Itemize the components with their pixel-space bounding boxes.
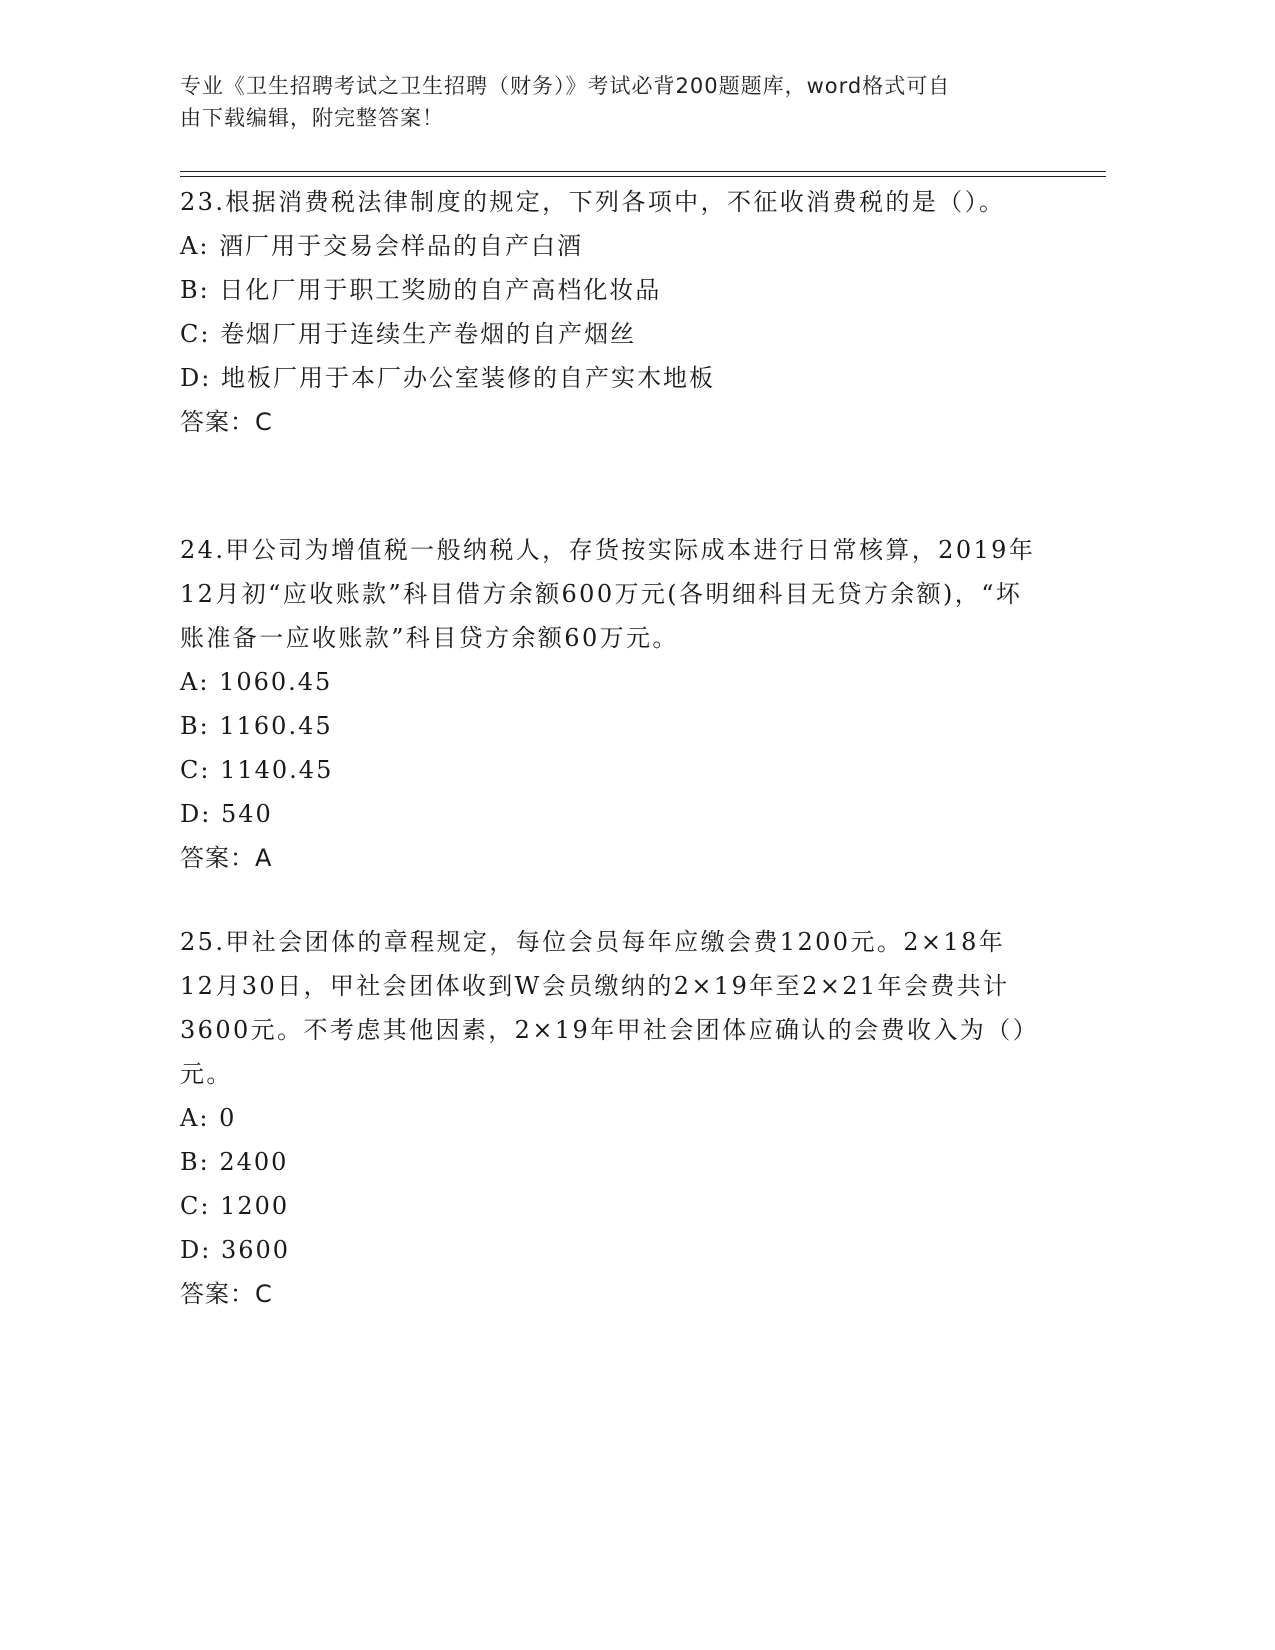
option-separator: : bbox=[199, 668, 220, 696]
answer-line: 答案：C bbox=[180, 408, 273, 436]
option-d bbox=[180, 1228, 1040, 1272]
question-25 bbox=[180, 920, 1040, 1316]
question-text: 甲公司为增值税一般纳税人，存货按实际成本进行日常核算，2019年12月初“应收账款”科目借方余额600万元(各明细科目无贷方余额)，“坏账准备一应收账款”科目贷方余额60万元。 bbox=[180, 536, 1036, 652]
option-separator: : bbox=[199, 1104, 220, 1132]
option-text: 地板厂用于本厂办公室装修的自产实木地板 bbox=[220, 364, 715, 392]
option-b bbox=[180, 704, 1040, 748]
option-separator: : bbox=[200, 320, 221, 348]
answer-line: 答案：C bbox=[180, 1280, 273, 1308]
document-header bbox=[180, 70, 1040, 134]
option-text: 日化厂用于职工奖励的自产高档化妆品 bbox=[219, 276, 662, 304]
option-key: D bbox=[180, 364, 202, 392]
option-d bbox=[180, 792, 1040, 836]
option-text: 酒厂用于交易会样品的自产白酒 bbox=[219, 232, 584, 260]
option-key: B bbox=[180, 1148, 200, 1176]
option-separator: : bbox=[200, 1192, 221, 1220]
option-key: B bbox=[180, 276, 200, 304]
question-text: 根据消费税法律制度的规定，下列各项中，不征收消费税的是（）。 bbox=[225, 188, 1006, 216]
question-text: 甲社会团体的章程规定，每位会员每年应缴会费1200元。2×18年12月30日，甲社会团体收到W会员缴纳的2×19年至2×21年会费共计3600元。不考虑其他因素，2×19年甲社会团体应确认的会费收入为（）元。 bbox=[180, 928, 1039, 1088]
question-23 bbox=[180, 180, 1040, 444]
option-text: 540 bbox=[220, 800, 273, 828]
option-text: 1140.45 bbox=[220, 756, 334, 784]
option-a bbox=[180, 660, 1040, 704]
question-stem bbox=[180, 180, 1040, 224]
header-divider-bottom bbox=[180, 176, 1106, 177]
question-24 bbox=[180, 528, 1040, 880]
option-text: 1200 bbox=[220, 1192, 290, 1220]
option-a bbox=[180, 1096, 1040, 1140]
question-number: 24. bbox=[180, 536, 226, 564]
option-separator: : bbox=[201, 364, 221, 392]
option-text: 卷烟厂用于连续生产卷烟的自产烟丝 bbox=[220, 320, 637, 348]
header-divider-top bbox=[180, 171, 1106, 172]
option-d bbox=[180, 356, 1040, 400]
option-text: 1060.45 bbox=[219, 668, 333, 696]
option-c bbox=[180, 1184, 1040, 1228]
option-key: B bbox=[180, 712, 200, 740]
option-text: 0 bbox=[219, 1104, 237, 1132]
answer-line: 答案：A bbox=[180, 844, 273, 872]
option-text: 2400 bbox=[219, 1148, 289, 1176]
header-line-2: 由下载编辑，附完整答案！ bbox=[180, 106, 444, 130]
question-stem bbox=[180, 528, 1040, 660]
option-key: A bbox=[180, 232, 200, 260]
option-b bbox=[180, 268, 1040, 312]
option-separator: : bbox=[201, 800, 221, 828]
option-key: C bbox=[180, 1192, 201, 1220]
option-key: A bbox=[180, 668, 200, 696]
option-a bbox=[180, 224, 1040, 268]
option-key: C bbox=[180, 756, 201, 784]
option-separator: : bbox=[199, 232, 220, 260]
option-c bbox=[180, 312, 1040, 356]
option-separator: : bbox=[200, 756, 221, 784]
option-key: D bbox=[180, 800, 202, 828]
option-key: C bbox=[180, 320, 201, 348]
option-key: A bbox=[180, 1104, 200, 1132]
question-number: 23. bbox=[180, 188, 226, 216]
option-separator: : bbox=[201, 1236, 221, 1264]
question-stem bbox=[180, 920, 1040, 1096]
option-separator: : bbox=[199, 1148, 220, 1176]
option-c bbox=[180, 748, 1040, 792]
option-separator: : bbox=[199, 276, 220, 304]
question-number: 25. bbox=[180, 928, 226, 956]
option-text: 3600 bbox=[220, 1236, 291, 1264]
option-text: 1160.45 bbox=[219, 712, 333, 740]
option-key: D bbox=[180, 1236, 202, 1264]
header-line-1: 专业《卫生招聘考试之卫生招聘（财务）》考试必背200题题库，word格式可自 bbox=[180, 74, 951, 98]
option-b bbox=[180, 1140, 1040, 1184]
option-separator: : bbox=[199, 712, 220, 740]
